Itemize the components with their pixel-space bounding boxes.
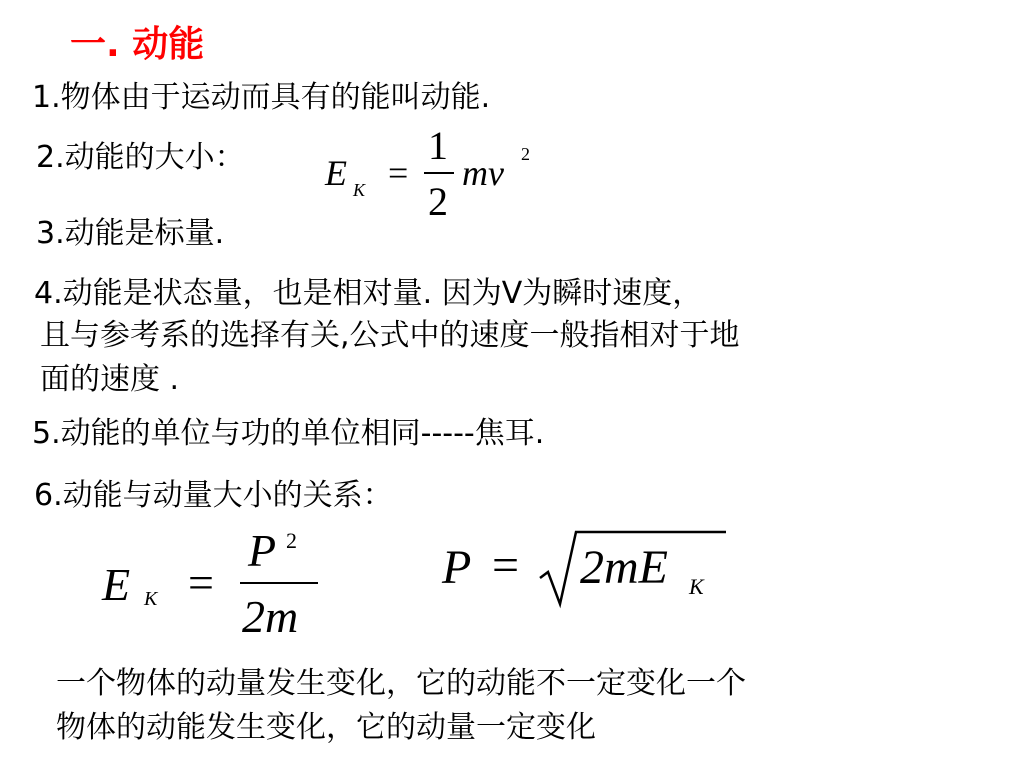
formula-symbol-p: P	[442, 541, 472, 594]
conclusion-line-1: 一个物体的动量发生变化，它的动能不一定变化一个	[56, 666, 746, 701]
fraction-denominator: 2	[428, 179, 448, 224]
point-1: 1.物体由于运动而具有的能叫动能.	[32, 80, 491, 115]
numerator-power: 2	[286, 528, 297, 553]
point-4-line-1: 4.动能是状态量，也是相对量. 因为V为瞬时速度，	[34, 276, 703, 311]
formula-power: 2	[521, 144, 530, 164]
fraction-bar	[240, 582, 318, 584]
fraction-numerator: 1	[428, 123, 448, 168]
formula-equals: =	[492, 539, 520, 592]
fraction-denominator: 2m	[242, 591, 299, 642]
point-3: 3.动能是标量.	[36, 216, 225, 251]
point-4-line-3: 面的速度 .	[40, 362, 180, 397]
formula-equals: =	[188, 557, 214, 608]
formula-symbol-e: E	[325, 153, 347, 193]
point-4-line-2: 且与参考系的选择有关,公式中的速度一般指相对于地	[40, 318, 740, 353]
kinetic-energy-formula	[320, 122, 540, 232]
formula-mv: mv	[462, 153, 504, 193]
slide-title: 一. 动能	[70, 24, 205, 65]
ek-from-momentum-formula	[100, 520, 340, 650]
radicand: 2mE	[580, 541, 668, 594]
radicand-subscript-k: K	[689, 574, 704, 599]
point-5: 5.动能的单位与功的单位相同-----焦耳.	[32, 416, 545, 451]
formula-symbol-e: E	[102, 559, 131, 610]
conclusion-line-2: 物体的动能发生变化，它的动量一定变化	[56, 710, 596, 745]
formula-subscript-k: K	[144, 588, 158, 610]
formula-equals: =	[388, 153, 409, 193]
point-2: 2.动能的大小：	[36, 140, 245, 175]
fraction-bar	[424, 172, 454, 174]
fraction-numerator: P	[248, 525, 277, 576]
formula-subscript-k: K	[353, 180, 366, 200]
momentum-from-ek-formula	[440, 524, 740, 624]
point-6: 6.动能与动量大小的关系：	[34, 478, 393, 513]
